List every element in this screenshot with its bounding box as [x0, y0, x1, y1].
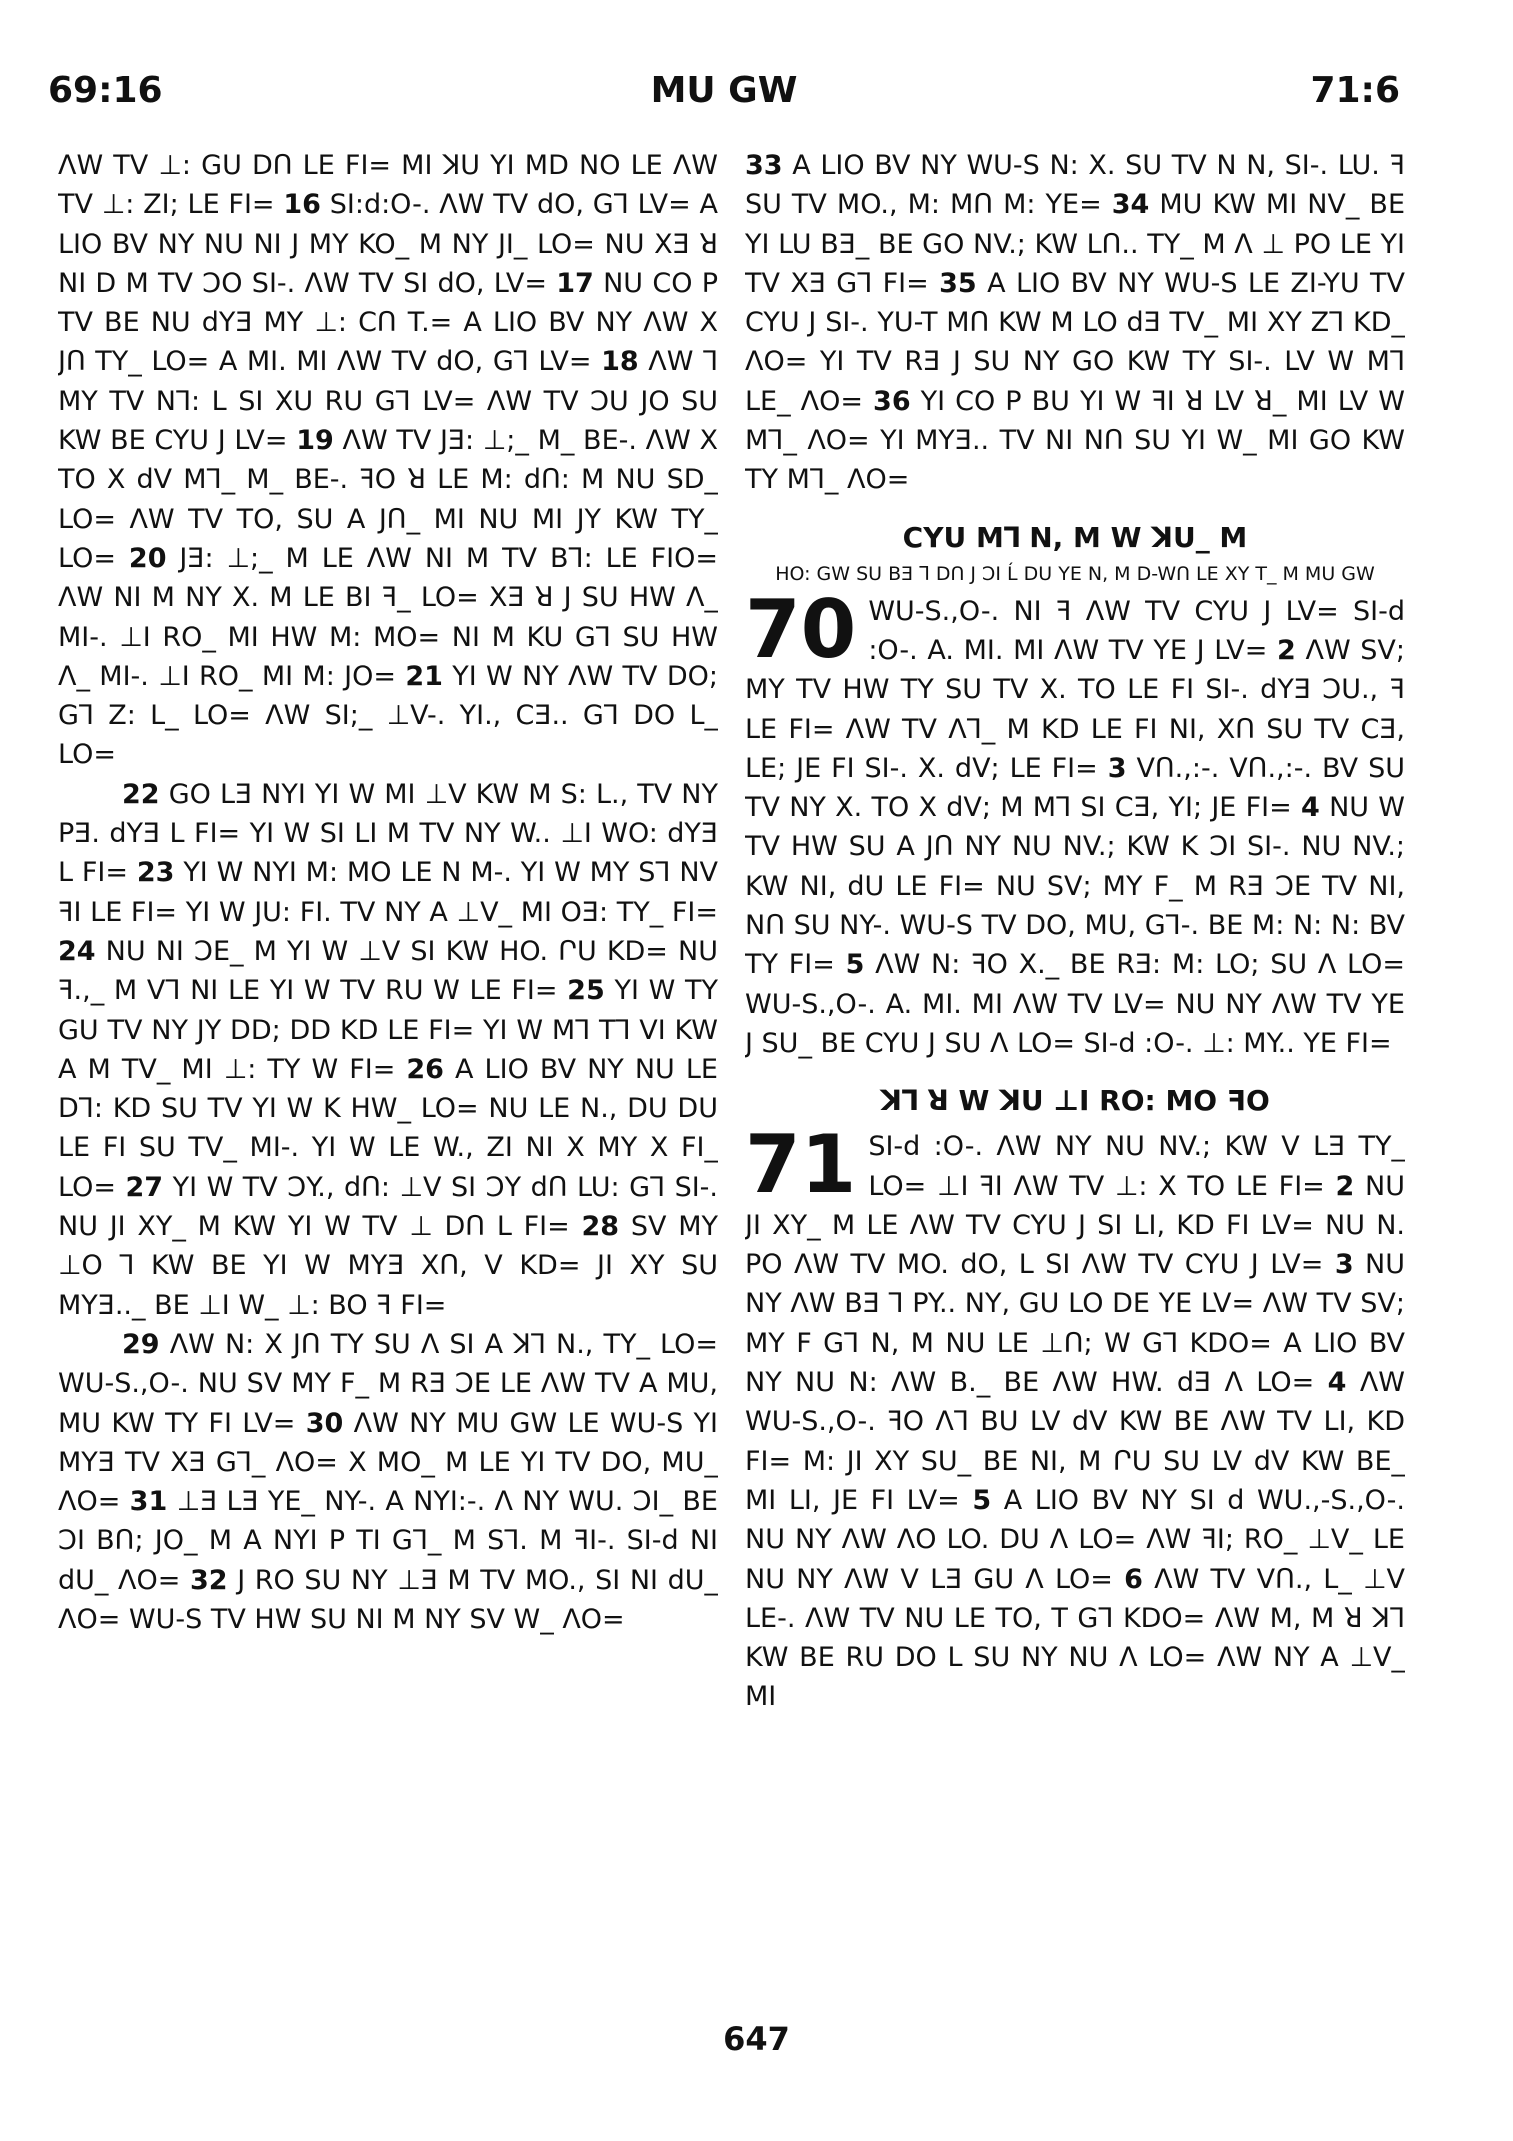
- chapter-70-superscription: HO: GW SU BƎ ⅂ DՈ J ƆI Ĺ DU YE N, M D-WՈ LE XY T_ M MU GW: [775, 562, 1375, 585]
- verse-number: 27: [125, 1171, 164, 1203]
- verse-number: 4: [1301, 792, 1320, 824]
- verse-number: 16: [283, 189, 321, 221]
- chapter-number: 70: [745, 582, 857, 676]
- verse-text: JƎ: ⊥;_ M LE ΛW NI M TV B⅂: LE FIO= ΛW NI M NY X. M LE BI ꟻ_ LO= XƎ ꓤ J SU HW Λ_ MI-. ⊥I RO_ MI HW M: MO= NI M KU G⅂ SU HW Λ_ MI-. ⊥I RO_ MI M: JO=: [58, 542, 718, 692]
- left-column: [58, 146, 718, 1996]
- verse-number: 5: [845, 949, 865, 981]
- verse-number: 23: [136, 857, 175, 889]
- paragraph: [745, 1118, 1405, 1716]
- verse-text: YI W TY GU TV NY JY DD; DD KD LE FI= YI W M⅂ T⅂ VI KW A M TV_ MI ⊥: TY W FI=: [58, 975, 718, 1085]
- verse-number: 36: [873, 385, 911, 417]
- verse-text: GO LƎ NYI YI W MI ⊥V KW M S: L., TV NY PƎ. dYƎ L FI= YI W SI LI M TV NY W.. ⊥I WO: dYƎ L FI=: [58, 778, 718, 889]
- verse-text: A LIO BV NY WU-S LE ZI-YU TV CYU J SI-. YU-T MՈ KW M LO dƎ TV_ MI XY Z⅂ KD_ ΛO= YI TV RƎ J SU NY GO KW TY SI-. LV W M⅂ LE_ ΛO=: [745, 267, 1405, 417]
- verse-text: ⊥Ǝ LƎ YE_ NY-. A NYI:-. Λ NY WU. ƆI_ BE ƆI BՈ; JO_ M A NYI P TI G⅂_ M S⅂. M ꟻI-. SI-d NI dU_ ΛO=: [58, 1486, 718, 1596]
- paragraph: [745, 146, 1405, 500]
- verse-text: MU KW MI NV_ BE YI LU BƎ_ BE GO NV.; KW LՈ.. TY_ M Λ ⊥ PO LE YI TV XƎ G⅂ FI=: [745, 189, 1405, 299]
- verse-number: 33: [745, 150, 783, 181]
- verse-number: 34: [1111, 189, 1150, 221]
- verse-text: NU W TV HW SU A JՈ NY NU NV.; KW K ƆI SI-. NU NV.; KW NI, dU LE FI= NU SV; MY F_ M RƎ ƆE TV NI, NՈ SU NY-. WU-S TV DO, MU, G⅂-. BE M: N: N: BV TY FI=: [745, 792, 1405, 981]
- verse-number: 24: [58, 935, 96, 967]
- verse-number: 17: [556, 267, 594, 299]
- verse-text: YI W NY ΛW TV DO; G⅂ Z: L_ LO= ΛW SI;_ ⊥V-. YI., CƎ.. G⅂ DO L_ LO=: [58, 660, 718, 771]
- verse-text: ΛW WU-S.,O-. ꟻO Λ⅂ BU LV dV KW BE ΛW TV LI, KD FI= M: JI XY SU_ BE NI, M ՐU SU LV dV KW BE_ MI LI, JE FI LV=: [745, 1367, 1405, 1516]
- verse-number: 21: [405, 660, 443, 692]
- verse-text: A LIO BV NY SI d WU.,-S.,O-. NU NY ΛW ΛO LO. DU Λ LO= ΛW ꟻI; RO_ ⊥V_ LE NU NY ΛW V LƎ GU Λ LO=: [745, 1484, 1405, 1595]
- verse-number: 18: [601, 346, 639, 378]
- verse-text: ΛW N: ꟻO X._ BE RƎ: M: LO; SU Λ LO= WU-S.,O-. A. MI. MI ΛW TV LV= NU NY ΛW TV YE J SU_ BE CYU J SU Λ LO= SI-d :O-. ⊥: MY.. YE FI=: [745, 949, 1405, 1059]
- verse-number: 20: [128, 542, 167, 574]
- verse-text: VՈ.,:-. VՈ.,:-. BV SU TV NY X. TO X dV; M M⅂ SI CƎ, YI; JE FI=: [745, 752, 1405, 824]
- chapter-70-heading: CYU M⅂ N, M W ꓘU_ M: [902, 520, 1248, 554]
- verse-number: 2: [1335, 1170, 1355, 1202]
- verse-text: SV MY ⊥O ⅂ KW BE YI W MYƎ XՈ, V KD= JI XY SU MYƎ.._ BE ⊥I W_ ⊥: BO ꟻ FI=: [58, 1211, 718, 1321]
- verse-number: 6: [1124, 1563, 1143, 1595]
- header-right-reference: 71:6: [1310, 70, 1400, 111]
- verse-text: SI:d:O-. ΛW TV dO, G⅂ LV= A LIO BV NY NU NI J MY KO_ M NY JI_ LO= NU XƎ ꓤ NI D M TV ƆO SI-. ΛW TV SI dO, LV=: [58, 189, 718, 299]
- verse-text: A LIO BV NY NU LE D⅂: KD SU TV YI W K HW_ LO= NU LE N., DU DU LE FI SU TV_ MI-. YI W LE W., ZI NI X MY X FI_ LO=: [58, 1053, 718, 1203]
- verse-text: SI-d :O-. ΛW NY NU NV.; KW V LƎ TY_ LO= ⊥I ꟻI ΛW TV ⊥: X TO LE FI=: [868, 1131, 1405, 1202]
- verse-text: ΛW TV JƎ: ⊥;_ M_ BE-. ΛW X TO X dV M⅂_ M_ BE-. ꟻO ꓤ LE M: dՈ: M NU SD_ LO= ΛW TV TO, SU A JՈ_ MI NU MI JY KW TY_ LO=: [58, 425, 718, 574]
- verse-number: 35: [939, 267, 977, 299]
- running-header: [48, 70, 1400, 130]
- paragraph: [58, 1325, 718, 1639]
- verse-number: 29: [122, 1328, 160, 1360]
- verse-number: 4: [1327, 1367, 1347, 1399]
- verse-text: NU NY ΛW BƎ ⅂ PY.. NY, GU LO DE YE LV= ΛW TV SV; MY F G⅂ N, M NU LE ⊥Ո; W G⅂ KDO= A LIO BV NY NU N: ΛW B._ BE ΛW HW. dƎ Λ LO=: [745, 1249, 1405, 1399]
- verse-text: YI W NYI M: MO LE N M-. YI W MY S⅂ NV ꟻI LE FI= YI W JU: FI. TV NY A ⊥V_ MI OƎ: TY_ FI=: [58, 857, 718, 928]
- verse-text: YI W TV ƆY., dՈ: ⊥V SI ƆY dՈ LU: G⅂ SI-. NU JI XY_ M KW YI W TV ⊥ DՈ L FI=: [58, 1171, 718, 1243]
- right-column: [745, 146, 1405, 1996]
- chapter-71-heading: ꓘ⅂ ꓤ W ꓘU ⊥I RO: MO ꟻO: [880, 1084, 1270, 1118]
- verse-text: ΛW TV ⊥: GU DՈ LE FI= MI ꓘU YI MD NՕ LE ΛW TV ⊥: ZI; LE FI=: [58, 150, 718, 221]
- verse-text: ΛW TV VՈ., L_ ⊥V LE-. ΛW TV NU LE TO, T G⅂ KDO= ΛW M, M ꓤ ꓘ⅂ KW BE RU DO L SU NY NU Λ LO= ΛW NY A ⊥V_ MI: [745, 1563, 1405, 1713]
- verse-number: 19: [296, 425, 334, 457]
- verse-text: NU NI ƆE_ M YI W ⊥V SI KW HO. ՐU KD= NU ꟻ.,_ M V⅂ NI LE YI W TV RU W LE FI=: [58, 935, 718, 1007]
- verse-text: YI CO P BU YI W ꟻI ꓤ LV ꓤ_ MI LV W M⅂_ ΛO= YI MYƎ.. TV NI NՈ SU YI W_ MI GO KW TY M⅂_ ΛO=: [745, 385, 1405, 496]
- verse-number: 2: [1277, 634, 1296, 666]
- verse-text: A LIO BV NY WU-S N: X. SU TV N N, SI-. LU. ꟻ SU TV MO., M: MՈ M: YE=: [745, 150, 1405, 221]
- verse-text: NU CO P TV BE NU dYƎ MY ⊥: CՈ T.= A LIO BV NY ΛW X JՈ TY_ LO= A MI. MI ΛW TV dO, G⅂ LV=: [58, 267, 718, 378]
- verse-number: 3: [1107, 752, 1127, 784]
- page-number: 647: [723, 2020, 790, 2058]
- verse-number: 5: [972, 1484, 992, 1516]
- verse-text: ΛW SV; MY TV HW TY SU TV X. TO LE FI SI-. dYƎ ƆU., ꟻ LE FI= ΛW TV Λ⅂_ M KD LE FI NI, XՈ SU TV CƎ, LE; JE FI SI-. X. dV; LE FI=: [745, 634, 1405, 784]
- verse-number: 3: [1334, 1249, 1354, 1281]
- verse-number: 26: [406, 1053, 444, 1085]
- verse-text: ΛW NY MU GW LE WU-S YI MYƎ TV XƎ G⅂_ ΛO= X MO_ M LE YI TV DO, MU_ ΛO=: [58, 1407, 718, 1518]
- chapter-number: 71: [745, 1118, 857, 1212]
- paragraph: [58, 775, 718, 1325]
- header-left-reference: 69:16: [48, 70, 163, 111]
- verse-text: WU-S.,O-. NI ꟻ ΛW TV CYU J LV= SI-d :O-. A. MI. MI ΛW TV YE J LV=: [868, 595, 1405, 666]
- verse-text: J RO SU NY ⊥Ǝ M TV MO., SI NI dU_ ΛO= WU-S TV HW SU NI M NY SV W_ ΛO=: [58, 1564, 718, 1635]
- verse-number: 22: [122, 778, 160, 810]
- verse-number: 25: [567, 975, 605, 1007]
- verse-number: 32: [189, 1564, 228, 1596]
- paragraph: [745, 582, 1405, 1064]
- paragraph: [58, 146, 718, 775]
- verse-number: 28: [581, 1211, 620, 1243]
- header-book-title: MU GW: [650, 70, 798, 111]
- verse-text: NU JI XY_ M LE ΛW TV CYU J SI LI, KD FI LV= NU N. PO ΛW TV MO. dO, L SI ΛW TV CYU J LV=: [745, 1170, 1405, 1281]
- verse-text: ΛW ⅂ MY TV N⅂: L SI XU RU G⅂ LV= ΛW TV ƆU JO SU KW BE CYU J LV=: [58, 346, 718, 457]
- verse-text: ΛW N: X JՈ TY SU Λ SI A ꓘ⅂ N., TY_ LO= WU-S.,O-. NU SV MY F_ M RƎ ƆE LE ΛW TV A MU, MU KW TY FI LV=: [58, 1328, 718, 1439]
- verse-number: 31: [129, 1486, 168, 1518]
- verse-number: 30: [305, 1407, 344, 1439]
